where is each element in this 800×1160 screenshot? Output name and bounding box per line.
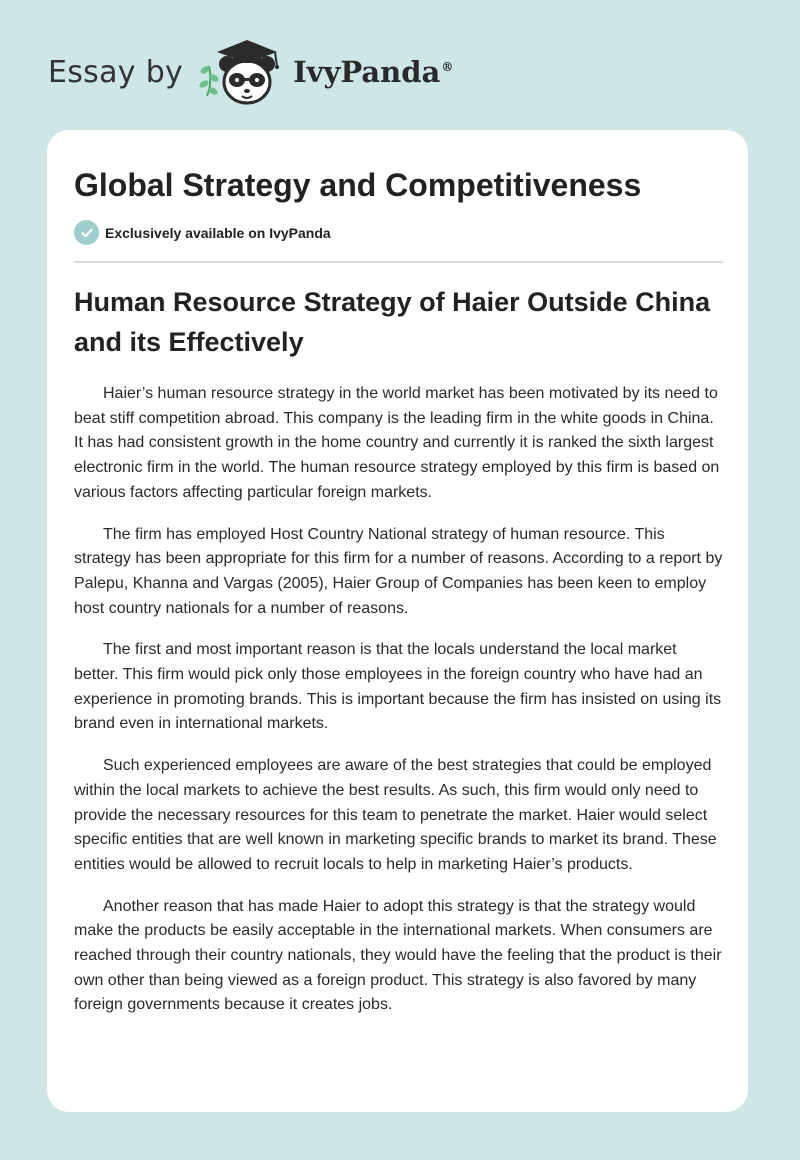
panda-logo-icon bbox=[197, 36, 291, 108]
registered-mark: ® bbox=[441, 60, 454, 75]
divider bbox=[74, 261, 723, 263]
exclusive-badge bbox=[74, 220, 331, 245]
exclusive-badge-text: Exclusively available on IvyPanda bbox=[105, 224, 331, 241]
paragraph: Haier’s human resource strategy in the world market has been motivated by its need to beat stiff competition abroad. This company is the leading firm in the white goods in China. It has had consistent growth in the home country and currently it is ranked the sixth largest electronic firm in the world. The human resource strategy employed by this firm is based on various factors affecting particular foreign markets. bbox=[74, 385, 720, 501]
essay-card bbox=[47, 130, 748, 1112]
brand-name: IvyPanda® bbox=[293, 55, 454, 89]
paragraph: The firm has employed Host Country National strategy of human resource. This strategy has been appropriate for this firm for a number of reasons. According to a report by Palepu, Khanna and Vargas (2005), Haier Group of Companies has been keen to employ host country nationals for a number of reasons. bbox=[74, 525, 723, 617]
essay-body bbox=[74, 382, 724, 1035]
brand-header bbox=[48, 36, 453, 108]
paragraph: Another reason that has made Haier to adopt this strategy is that the strategy would make the products be easily acceptable in the international markets. When consumers are reached through their country nationals, they would have the feeling that the product is their own other than being viewed as a foreign product. This strategy is also favored by many foreign governments because it creates jobs. bbox=[74, 897, 722, 1014]
section-heading: Human Resource Strategy of Haier Outside China and its Effectively bbox=[74, 287, 711, 357]
check-circle-icon bbox=[74, 220, 99, 245]
essay-by-label: Essay by bbox=[48, 54, 184, 90]
paragraph: Such experienced employees are aware of the best strategies that could be employed within the local markets to achieve the best results. As such, this firm would only need to provide the necessary resources for this team to penetrate the market. Haier would select specific entities that are well known in marketing specific brands to market its brand. These entities would be allowed to recruit locals to help in marketing Haier’s products. bbox=[74, 757, 717, 873]
page-title: Global Strategy and Competitiveness bbox=[74, 167, 642, 203]
paragraph: The first and most important reason is that the locals understand the local market better. This firm would pick only those employees in the foreign country who have had an experience in promoting brands. This is important because the firm has insisted on using its brand even in international markets. bbox=[74, 641, 722, 733]
